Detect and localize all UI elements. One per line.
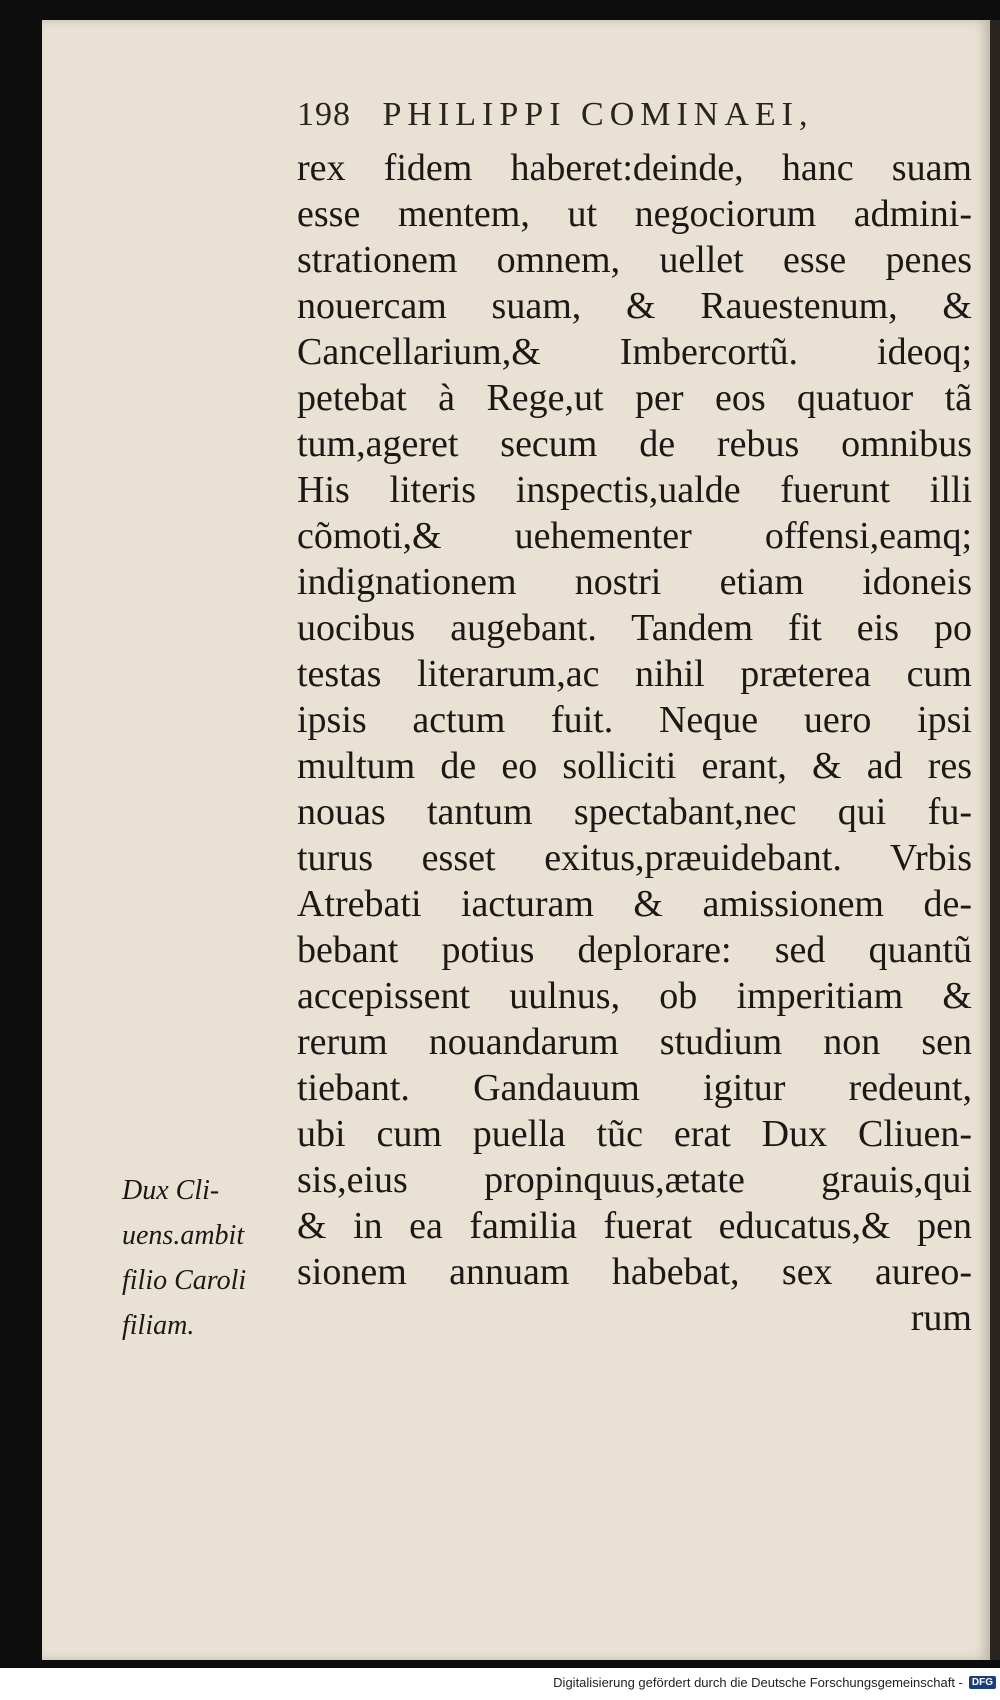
footer-credit: Digitalisierung gefördert durch die Deutsche Forschungsgemeinschaft - <box>553 1675 963 1691</box>
marginal-note-line: uens.ambit <box>122 1220 245 1251</box>
dfg-logo: DFG <box>969 1676 996 1689</box>
catchword: rum <box>910 1297 972 1339</box>
text-line: uocibus augebant. Tandem fit eis po <box>297 607 972 649</box>
text-line: indignationem nostri etiam idoneis <box>297 561 972 603</box>
text-line: sionem annuam habebat, sex aureo- <box>297 1251 972 1293</box>
text-line: & in ea familia fuerat educatus,& pen <box>297 1205 972 1247</box>
text-line: His literis inspectis,ualde fuerunt illi <box>297 469 972 511</box>
text-line: ubi cum puella tũc erat Dux Cliuen- <box>297 1113 972 1155</box>
main-text-block <box>297 145 972 1341</box>
marginal-note-line: Dux Cli- <box>122 1175 220 1206</box>
text-line: accepissent uulnus, ob imperitiam & <box>297 975 972 1017</box>
text-line: nouercam suam, & Rauestenum, & <box>297 285 972 327</box>
marginal-note <box>122 1168 292 1348</box>
text-line: multum de eo solliciti erant, & ad res <box>297 745 972 787</box>
marginal-note-line: filiam. <box>122 1310 195 1341</box>
text-line: rerum nouandarum studium non sen <box>297 1021 972 1063</box>
text-line: turus esset exitus,prӕuidebant. Vrbis <box>297 837 972 879</box>
marginal-note-line: filio Caroli <box>122 1265 247 1296</box>
text-line: petebat à Rege,ut per eos quatuor tã <box>297 377 972 419</box>
text-line: tiebant. Gandauum igitur redeunt, <box>297 1067 972 1109</box>
page-edge-shadow <box>990 20 1000 1660</box>
text-line: Cancellarium,& Imbercortũ. ideoq; <box>297 331 972 373</box>
text-line: ipsis actum fuit. Neque uero ipsi <box>297 699 972 741</box>
text-line: cõmoti,& uehementer offensi,eamq; <box>297 515 972 557</box>
page-header <box>297 96 814 134</box>
text-line: testas literarum,ac nihil prӕterea cum <box>297 653 972 695</box>
text-line: strationem omnem, uellet esse penes <box>297 239 972 281</box>
page-number: 198 <box>297 96 351 133</box>
digitization-footer <box>0 1674 1000 1700</box>
text-line: esse mentem, ut negociorum admini- <box>297 193 972 235</box>
running-title: PHILIPPI COMINAEI, <box>382 96 814 133</box>
text-line: bebant potius deplorare: sed quantũ <box>297 929 972 971</box>
text-line: rex fidem haberet:deinde, hanc suam <box>297 147 972 189</box>
text-line: sis,eius propinquus,ӕtate grauis,qui <box>297 1159 972 1201</box>
text-line: Atrebati iacturam & amissionem de- <box>297 883 972 925</box>
text-line: tum,ageret secum de rebus omnibus <box>297 423 972 465</box>
text-line: nouas tantum spectabant,nec qui fu- <box>297 791 972 833</box>
